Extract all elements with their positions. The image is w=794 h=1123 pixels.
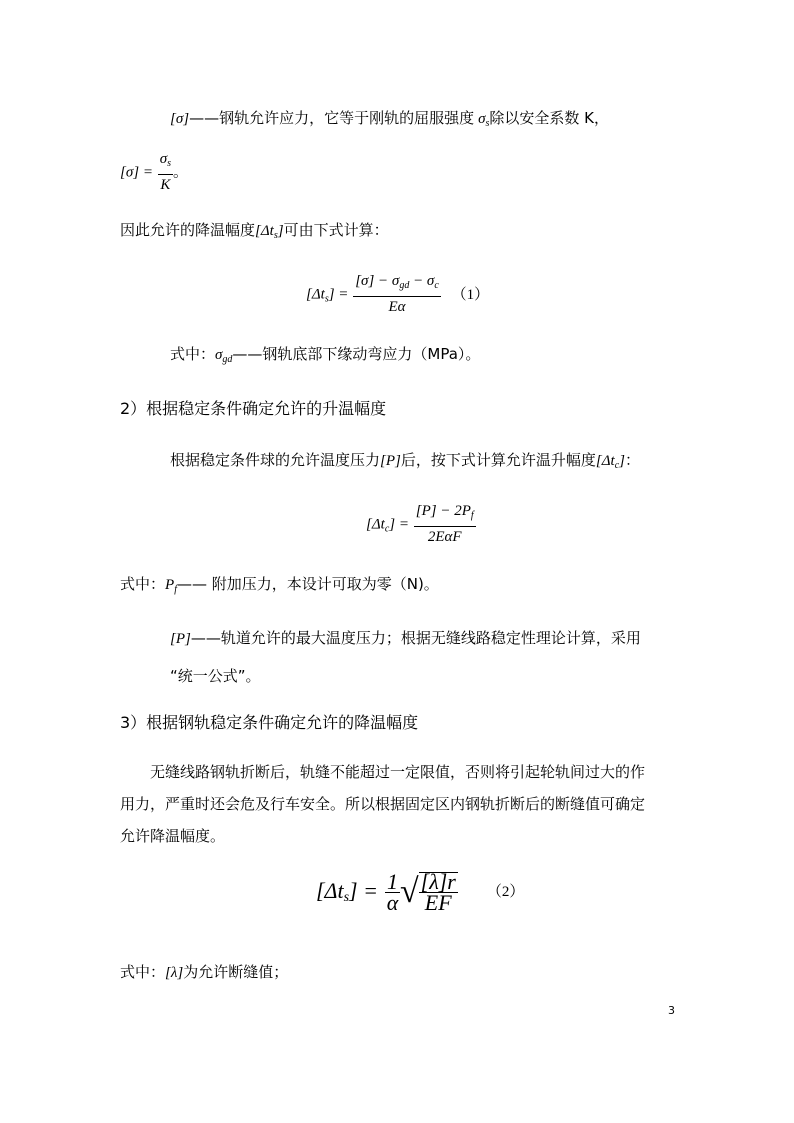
intro-cooling-range: 因此允许的降温幅度$[\Delta t_s]$可由下式计算： (120, 221, 389, 241)
equation-number: （2） (486, 884, 525, 900)
page-number: 3 (668, 1004, 675, 1017)
body-line-3: 允许降温幅度。 (120, 827, 226, 845)
section-heading-3: 3）根据钢轨稳定条件确定允许的降温幅度 (120, 713, 419, 732)
formula-heating: $[\Delta t_c]$ = $\frac{[P] - 2P_f}{\text{2EαF}}$ (366, 503, 474, 545)
sqrt-sign-icon: √ (399, 873, 419, 910)
definition-sigma: [σ]——钢轨允许应力，它等于刚轨的屈服强度 $\sigma_s$除以安全系数 K， (170, 109, 610, 129)
formula-2: $[\Delta t_s]$ = $\frac{1}{\alpha}$ √ $\frac{[\lambda]r}{EF}$ （2） (316, 868, 525, 915)
note-pf: 式中：$P_f——$ 附加压力，本设计可取为零（N)。 (120, 575, 439, 595)
formula-1: $[\Delta t_s]$ = $\frac{[\sigma] - \sigma_{gd} - \sigma_c}{E\alpha}$ （1） (306, 273, 490, 315)
equation-number: （1） (451, 286, 490, 303)
formula-sigma-allow: [σ] = $\frac{\sigma_s}{K}$ 。 (120, 151, 189, 193)
body-line-1: 无缝线路钢轨折断后，轨缝不能超过一定限值，否则将引起轮轨间过大的作 (150, 763, 646, 781)
note-sigma-gd: 式中：$\sigma_{gd}——$钢轨底部下缘动弯应力（MPa）。 (170, 345, 481, 365)
note-lambda: 式中：[λ]为允许断缝值； (120, 963, 289, 981)
intro-heating-range: 根据稳定条件球的允许温度压力[P]后，按下式计算允许温升幅度$[\Delta t_c]$： (170, 451, 640, 471)
note-p-line2: “统一公式”。 (170, 667, 261, 685)
note-p: [P]——轨道允许的最大温度压力；根据无缝线路稳定性理论计算，采用 (170, 629, 641, 647)
section-heading-2: 2）根据稳定条件确定允许的升温幅度 (120, 399, 387, 418)
body-line-2: 用力，严重时还会危及行车安全。所以根据固定区内钢轨折断后的断缝值可确定 (120, 795, 646, 813)
